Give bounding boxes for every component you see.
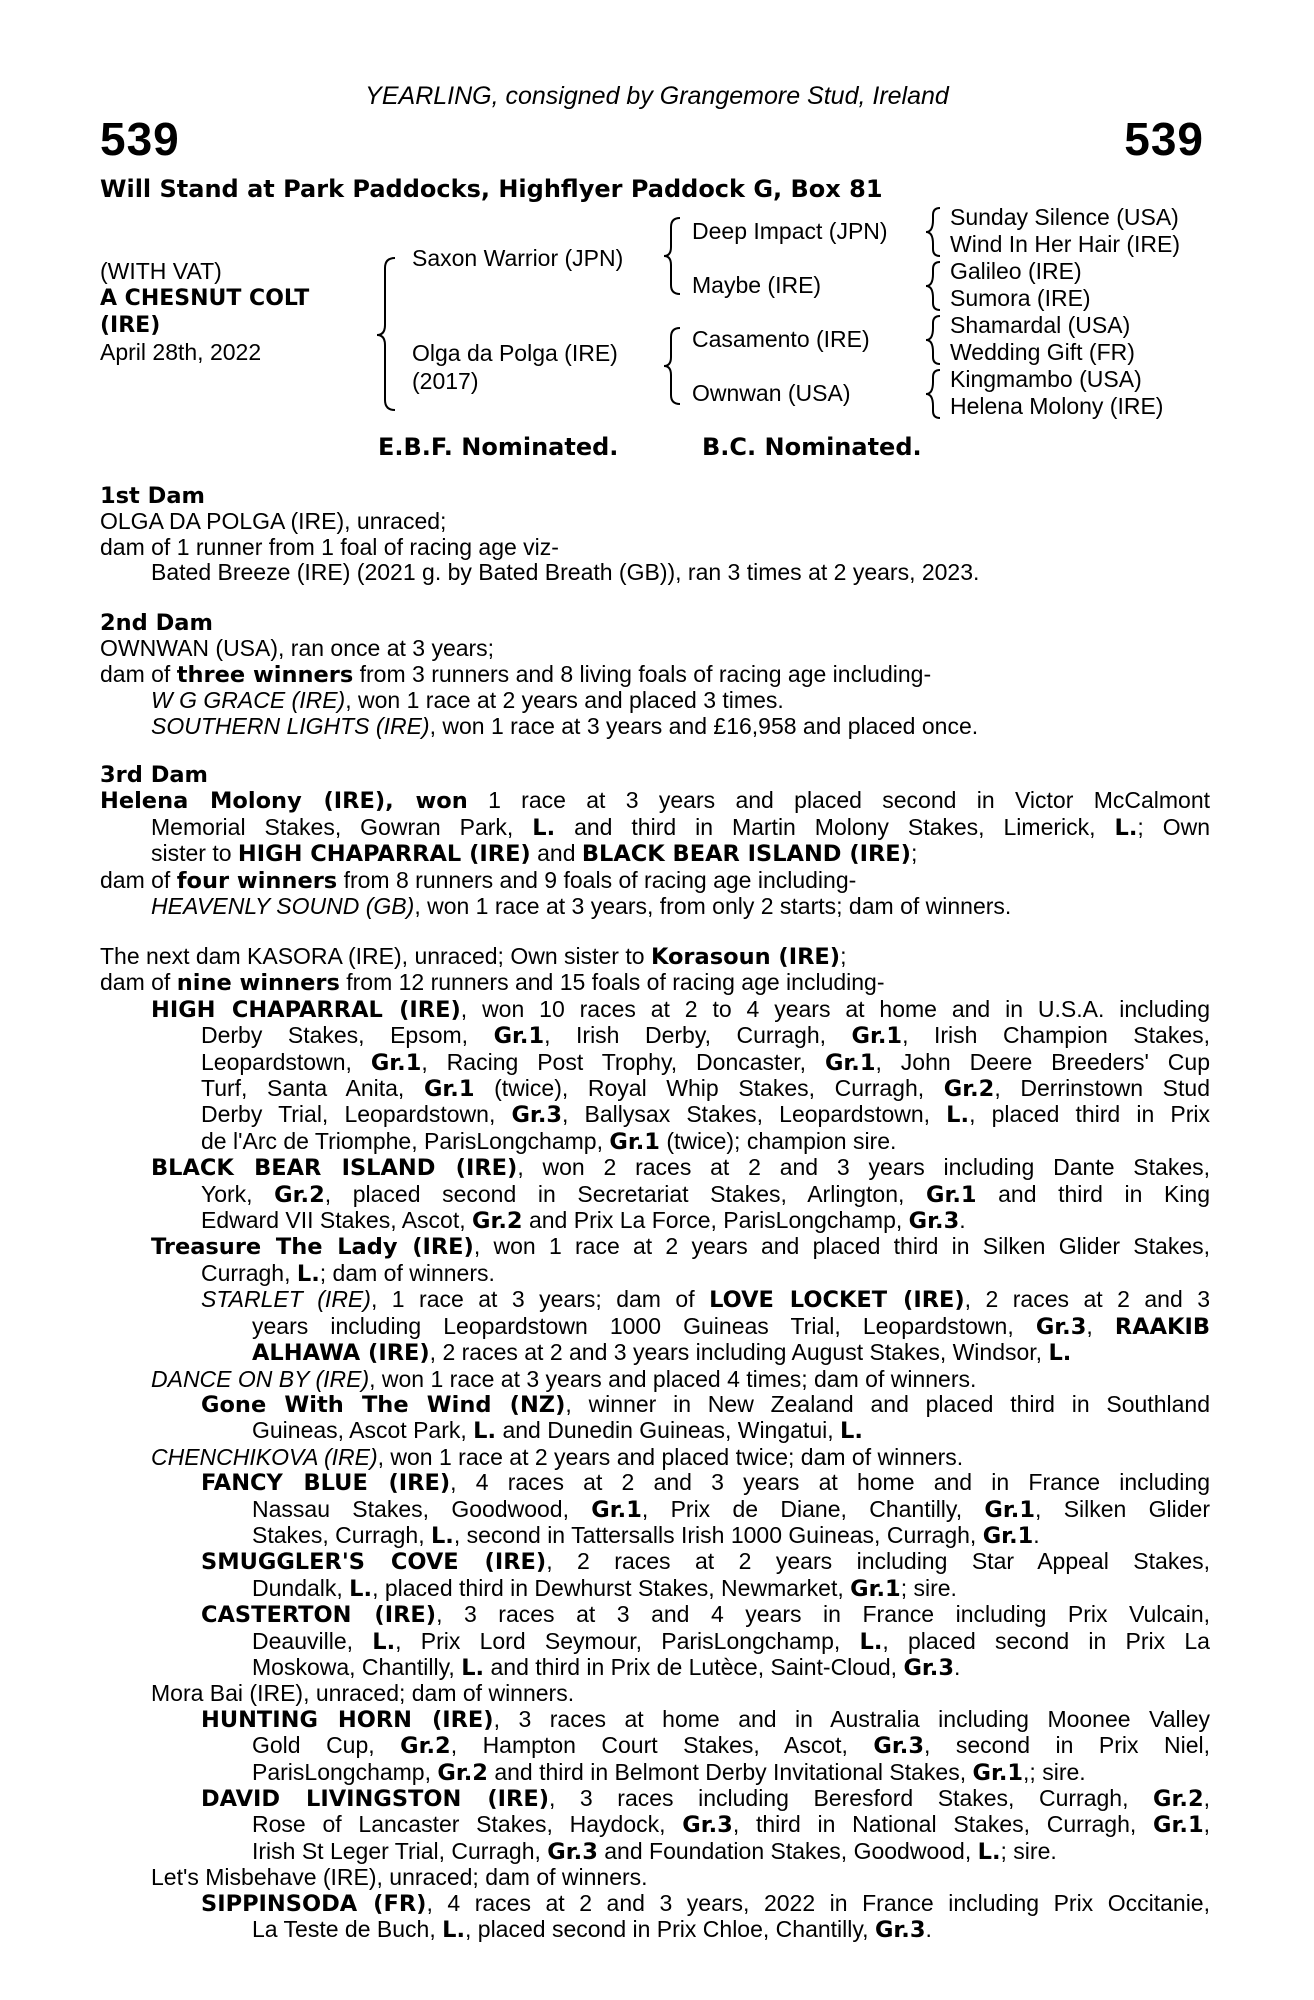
lot-number-left: 539: [100, 113, 180, 165]
produce-line: Treasure The Lady (IRE), won 1 race at 2 years and placed third in Silken Glider Stakes,: [151, 1233, 1211, 1261]
section-heading: 2nd Dam: [100, 610, 213, 636]
g3-ancestor-6: Wedding Gift (FR): [950, 339, 1135, 365]
dam-line: OWNWAN (USA), ran once at 3 years;: [100, 635, 495, 662]
dam-year: (2017): [412, 368, 479, 394]
g3-ancestor-7: Kingmambo (USA): [950, 366, 1142, 392]
produce-line: Moskowa, Chantilly, L. and third in Prix de Lutèce, Saint-Cloud, Gr.3.: [252, 1653, 961, 1681]
produce-line: ParisLongchamp, Gr.2 and third in Belmont Derby Invitational Stakes, Gr.1,; sire.: [252, 1758, 1086, 1786]
dam-line: dam of three winners from 3 runners and 8 living foals of racing age including-: [100, 660, 932, 688]
section-heading: 3rd Dam: [100, 762, 208, 788]
third-dam-section: [100, 763, 1210, 919]
produce-line: Turf, Santa Anita, Gr.1 (twice), Royal Whip Stakes, Curragh, Gr.2, Derrinstown Stud: [201, 1075, 1210, 1103]
g3-ancestor-4: Sumora (IRE): [950, 285, 1091, 311]
produce-line: Derby Trial, Leopardstown, Gr.3, Ballysax Stakes, Leopardstown, L., placed third in Prix: [201, 1101, 1210, 1129]
sire-sire: Deep Impact (JPN): [692, 218, 888, 244]
lot-name-country: (IRE): [100, 313, 161, 338]
produce-line: DANCE ON BY (IRE), won 1 race at 3 years and placed 4 times; dam of winners.: [151, 1365, 977, 1392]
first-dam-section: [100, 484, 1210, 586]
ebf-nomination: E.B.F. Nominated.: [378, 433, 619, 461]
produce-line: York, Gr.2, placed second in Secretariat Stakes, Arlington, Gr.1 and third in King: [201, 1180, 1210, 1208]
produce-line: Curragh, L.; dam of winners.: [201, 1259, 495, 1287]
produce-line: HEAVENLY SOUND (GB), won 1 race at 3 years, from only 2 starts; dam of winners.: [151, 893, 1012, 920]
dam-line: Helena Molony (IRE), won 1 race at 3 years and placed second in Victor McCalmont: [100, 787, 1210, 815]
dam-line: The next dam KASORA (IRE), unraced; Own sister to Korasoun (IRE);: [100, 943, 847, 970]
produce-line: years including Leopardstown 1000 Guineas Trial, Leopardstown, Gr.3, RAAKIB: [252, 1312, 1210, 1340]
sire-dam: Maybe (IRE): [692, 272, 822, 298]
bc-nomination: B.C. Nominated.: [702, 433, 922, 461]
produce-line: SOUTHERN LIGHTS (IRE), won 1 race at 3 years and £16,958 and placed once.: [151, 712, 979, 739]
next-dam-section: [100, 944, 1210, 1943]
produce-line: Gone With The Wind (NZ), winner in New Zealand and placed third in Southland: [201, 1390, 1210, 1418]
vat-label: (WITH VAT): [100, 258, 222, 284]
produce-line: Mora Bai (IRE), unraced; dam of winners.: [151, 1680, 575, 1707]
dam-line: OLGA DA POLGA (IRE), unraced;: [100, 508, 447, 535]
produce-line: Gold Cup, Gr.2, Hampton Court Stakes, Ascot, Gr.3, second in Prix Niel,: [252, 1732, 1210, 1760]
produce-line: Let's Misbehave (IRE), unraced; dam of winners.: [151, 1864, 648, 1891]
produce-line: Derby Stakes, Epsom, Gr.1, Irish Derby, Curragh, Gr.1, Irish Champion Stakes,: [201, 1022, 1211, 1050]
produce-line: La Teste de Buch, L., placed second in Prix Chloe, Chantilly, Gr.3.: [252, 1916, 932, 1944]
g3-ancestor-8: Helena Molony (IRE): [950, 393, 1164, 419]
produce-line: Guineas, Ascot Park, L. and Dunedin Guineas, Wingatui, L.: [252, 1417, 863, 1445]
produce-line: BLACK BEAR ISLAND (IRE), won 2 races at 2 and 3 years including Dante Stakes,: [151, 1154, 1210, 1182]
produce-line: Rose of Lancaster Stakes, Haydock, Gr.3, third in National Stakes, Curragh, Gr.1,: [252, 1811, 1210, 1839]
produce-line: Nassau Stakes, Goodwood, Gr.1, Prix de Diane, Chantilly, Gr.1, Silken Glider: [252, 1495, 1211, 1523]
lot-name: A CHESNUT COLT: [100, 286, 310, 311]
produce-line: FANCY BLUE (IRE), 4 races at 2 and 3 years at home and in France including: [201, 1469, 1210, 1497]
produce-line: Deauville, L., Prix Lord Seymour, ParisLongchamp, L., placed second in Prix La: [252, 1627, 1210, 1655]
produce-line: Dundalk, L., placed third in Dewhurst Stakes, Newmarket, Gr.1; sire.: [252, 1574, 957, 1602]
dam-dam: Ownwan (USA): [692, 380, 851, 406]
produce-line: Leopardstown, Gr.1, Racing Post Trophy, Doncaster, Gr.1, John Deere Breeders' Cup: [201, 1048, 1210, 1076]
produce-line: CHENCHIKOVA (IRE), won 1 race at 2 years and placed twice; dam of winners.: [151, 1443, 964, 1470]
produce-line: HIGH CHAPARRAL (IRE), won 10 races at 2 to 4 years at home and in U.S.A. including: [151, 995, 1210, 1023]
produce-line: HUNTING HORN (IRE), 3 races at home and in Australia including Moonee Valley: [201, 1705, 1210, 1733]
dam-sire: Casamento (IRE): [692, 326, 870, 352]
dam: Olga da Polga (IRE): [412, 340, 618, 366]
sire: Saxon Warrior (JPN): [412, 245, 624, 271]
dam-line: dam of four winners from 8 runners and 9 foals of racing age including-: [100, 866, 857, 894]
g3-ancestor-1: Sunday Silence (USA): [950, 204, 1179, 230]
second-dam-section: [100, 611, 1210, 739]
produce-line: DAVID LIVINGSTON (IRE), 3 races including Beresford Stakes, Curragh, Gr.2,: [201, 1785, 1210, 1812]
section-heading: 1st Dam: [100, 483, 205, 509]
produce-line: CASTERTON (IRE), 3 races at 3 and 4 years in France including Prix Vulcain,: [201, 1601, 1211, 1629]
lot-number-right: 539: [1124, 113, 1204, 165]
dam-line: dam of nine winners from 12 runners and 15 foals of racing age including-: [100, 969, 885, 997]
produce-line: W G GRACE (IRE), won 1 race at 2 years and placed 3 times.: [151, 687, 784, 714]
g3-ancestor-5: Shamardal (USA): [950, 312, 1131, 338]
consignor-line: YEARLING, consigned by Grangemore Stud, Ireland: [365, 82, 949, 110]
stable-location: Will Stand at Park Paddocks, Highflyer Paddock G, Box 81: [100, 175, 883, 203]
dam-line: Memorial Stakes, Gowran Park, L. and third in Martin Molony Stakes, Limerick, L.; Own: [151, 813, 1210, 841]
produce-line: Bated Breeze (IRE) (2021 g. by Bated Breath (GB)), ran 3 times at 2 years, 2023.: [151, 559, 980, 586]
foaling-date: April 28th, 2022: [100, 339, 262, 365]
produce-line: SMUGGLER'S COVE (IRE), 2 races at 2 years including Star Appeal Stakes,: [201, 1548, 1210, 1576]
produce-line: SIPPINSODA (FR), 4 races at 2 and 3 years, 2022 in France including Prix Occitanie,: [201, 1889, 1210, 1917]
g3-ancestor-2: Wind In Her Hair (IRE): [950, 231, 1181, 257]
dam-line: sister to HIGH CHAPARRAL (IRE) and BLACK BEAR ISLAND (IRE);: [151, 840, 918, 868]
produce-line: de l'Arc de Triomphe, ParisLongchamp, Gr.1 (twice); champion sire.: [201, 1127, 897, 1155]
produce-line: STARLET (IRE), 1 race at 3 years; dam of LOVE LOCKET (IRE), 2 races at 2 and 3: [201, 1286, 1210, 1314]
produce-line: Edward VII Stakes, Ascot, Gr.2 and Prix La Force, ParisLongchamp, Gr.3.: [201, 1207, 966, 1235]
dam-line: dam of 1 runner from 1 foal of racing age viz-: [100, 533, 559, 560]
produce-line: ALHAWA (IRE), 2 races at 2 and 3 years including August Stakes, Windsor, L.: [252, 1339, 1072, 1367]
produce-line: Stakes, Curragh, L., second in Tattersalls Irish 1000 Guineas, Curragh, Gr.1.: [252, 1521, 1040, 1549]
g3-ancestor-3: Galileo (IRE): [950, 258, 1082, 284]
produce-line: Irish St Leger Trial, Curragh, Gr.3 and Foundation Stakes, Goodwood, L.; sire.: [252, 1837, 1057, 1865]
